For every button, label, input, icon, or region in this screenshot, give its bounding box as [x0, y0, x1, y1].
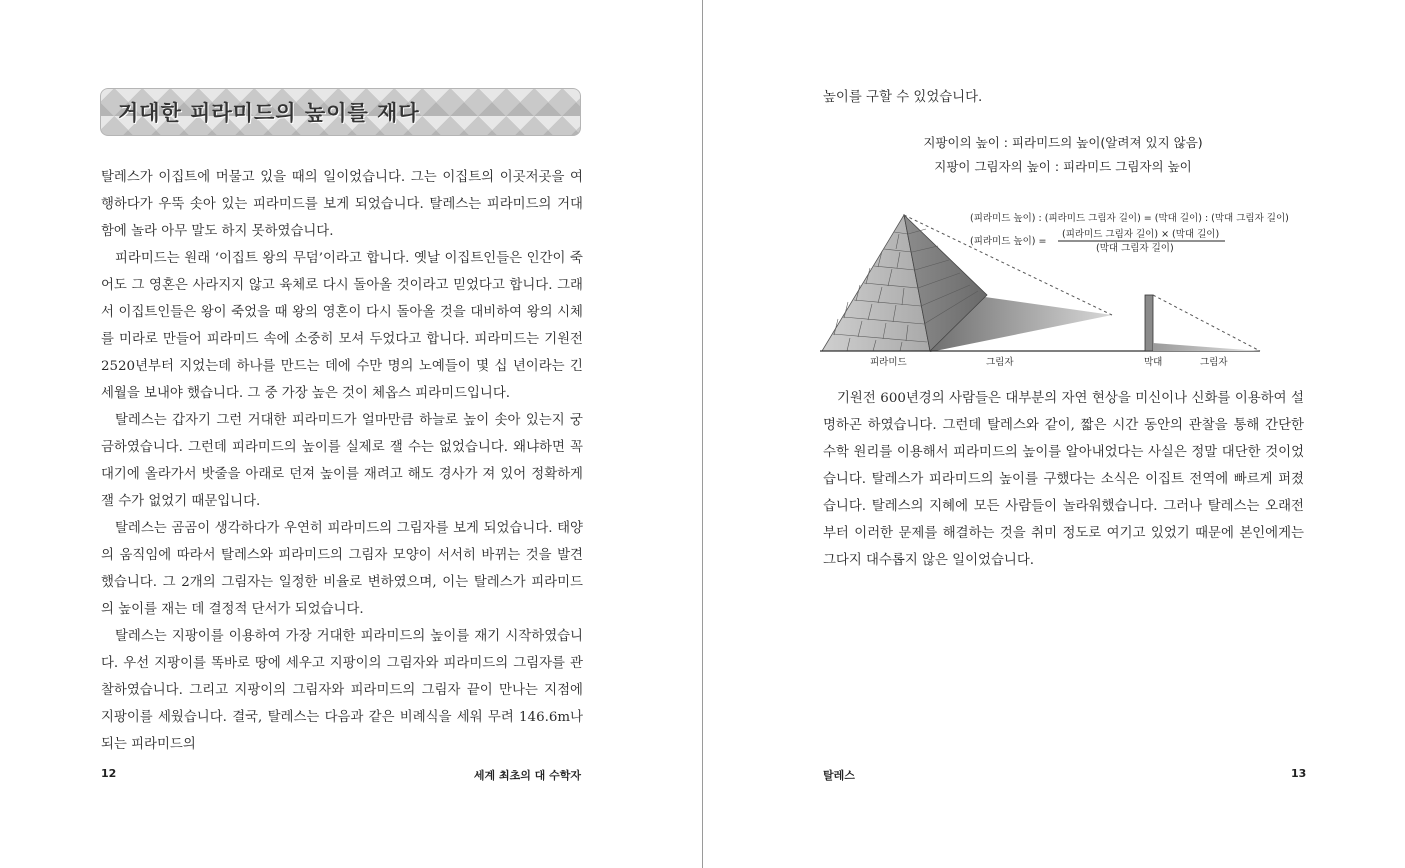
running-head-left: 세계 최초의 대 수학자 [473, 769, 581, 782]
formula-eq1: (피라미드 높이) : (피라미드 그림자 길이) = (막대 길이) : (막대 그림자 길이) [970, 213, 1289, 224]
label-pyramid: 피라미드 [870, 357, 907, 368]
right-body-text [823, 385, 1304, 574]
paragraph: 피라미드는 원래 ‘이집트 왕의 무덤’이라고 합니다. 옛날 이집트인들은 인간이 죽어도 그 영혼은 사라지지 않고 육체로 다시 돌아올 것이라고 믿었다고 합니다. 그래서 이집트인들은 왕이 죽었을 때 왕의 영혼이 다시 돌아올 것을 대비하여 왕의 시체를 미라로 만들어 피라미드 속에 소중히 모셔 두었다고 합니다. 피라미드는 기원전 2520년부터 지었는데 하나를 만드는 데에 수만 명의 노예들이 몇 십 년이라는 긴 세월을 보내야 했습니다. 그 중 가장 높은 것이 체옵스 피라미드입니다. [101, 251, 583, 401]
formula-line: 지팡이의 높이 : 피라미드의 높이(알려져 있지 않음) [923, 135, 1203, 150]
formula-line: 지팡이 그림자의 높이 : 피라미드 그림자의 높이 [934, 159, 1192, 174]
page-gutter [702, 0, 703, 868]
formula-eq2-lhs: (피라미드 높이) = [970, 236, 1047, 247]
stick-sun-ray [1153, 295, 1260, 351]
paragraph: 탈레스는 지팡이를 이용하여 가장 거대한 피라미드의 높이를 재기 시작하였습니다. 우선 지팡이를 똑바로 땅에 세우고 지팡이의 그림자와 피라미드의 그림자를 관찰하였습니다. 그리고 지팡이의 그림자와 피라미드의 그림자 끝이 만나는 지점에 지팡이를 세웠습니다. 결국, 탈레스는 다음과 같은 비례식을 세워 무려 146.6m나 되는 피라미드의 [101, 629, 583, 752]
continuation-text: 높이를 구할 수 있었습니다. [823, 90, 983, 105]
paragraph: 기원전 600년경의 사람들은 대부분의 자연 현상을 미신이나 신화를 이용하여 설명하곤 하였습니다. 그런데 탈레스와 같이, 짧은 시간 동안의 관찰을 통해 간단한 수학 원리를 이용해서 피라미드의 높이를 알아내었다는 사실은 정말 대단한 것이었습니다. 탈레스가 피라미드의 높이를 구했다는 소식은 이집트 전역에 빠르게 퍼졌습니다. 탈레스의 지혜에 모든 사람들이 놀라워했습니다. 그러나 탈레스는 오래전부터 이러한 문제를 해결하는 것을 취미 정도로 여기고 있었기 때문에 본인에게는 그다지 대수롭지 않은 일이었습니다. [823, 391, 1304, 568]
chapter-title: 거대한 피라미드의 높이를 재다 [118, 101, 420, 125]
formula-eq2-numerator: (피라미드 그림자 길이) × (막대 길이) [1062, 229, 1220, 240]
label-pyramid-shadow: 그림자 [986, 357, 1014, 368]
running-head-right: 탈레스 [823, 769, 855, 782]
paragraph: 탈레스는 갑자기 그런 거대한 피라미드가 얼마만큼 하늘로 높이 솟아 있는지 궁금하였습니다. 그런데 피라미드의 높이를 실제로 잴 수는 없었습니다. 왜냐하면 꼭대기에 올라가서 밧줄을 아래로 던져 높이를 재려고 해도 경사가 져 있어 정확하게 잴 수가 없었기 때문입니다. [101, 413, 583, 509]
chapter-title-banner [100, 88, 581, 136]
stick [1145, 295, 1153, 351]
page-number-right: 13 [1291, 767, 1307, 780]
page-number-left: 12 [101, 767, 117, 780]
paragraph: 탈레스는 곰곰이 생각하다가 우연히 피라미드의 그림자를 보게 되었습니다. 태양의 움직임에 따라서 탈레스와 피라미드의 그림자 모양이 서서히 바뀌는 것을 발견했습니다. 그 2개의 그림자는 일정한 비율로 변하였으며, 이는 탈레스가 피라미드의 높이를 재는 데 결정적 단서가 되었습니다. [101, 521, 583, 617]
left-page [0, 0, 702, 868]
stick-shadow [1153, 343, 1260, 351]
label-stick-shadow: 그림자 [1200, 357, 1228, 368]
formula-block [823, 131, 1303, 179]
formula-eq2-denominator: (막대 그림자 길이) [1096, 243, 1174, 254]
pyramid-shadow-figure [820, 205, 1290, 377]
label-stick: 막대 [1144, 357, 1163, 368]
paragraph: 탈레스가 이집트에 머물고 있을 때의 일이었습니다. 그는 이집트의 이곳저곳을 여행하다가 우뚝 솟아 있는 피라미드를 보게 되었습니다. 탈레스는 피라미드의 거대함에 놀라 아무 말도 하지 못하였습니다. [101, 170, 583, 239]
left-body-text [101, 164, 583, 758]
